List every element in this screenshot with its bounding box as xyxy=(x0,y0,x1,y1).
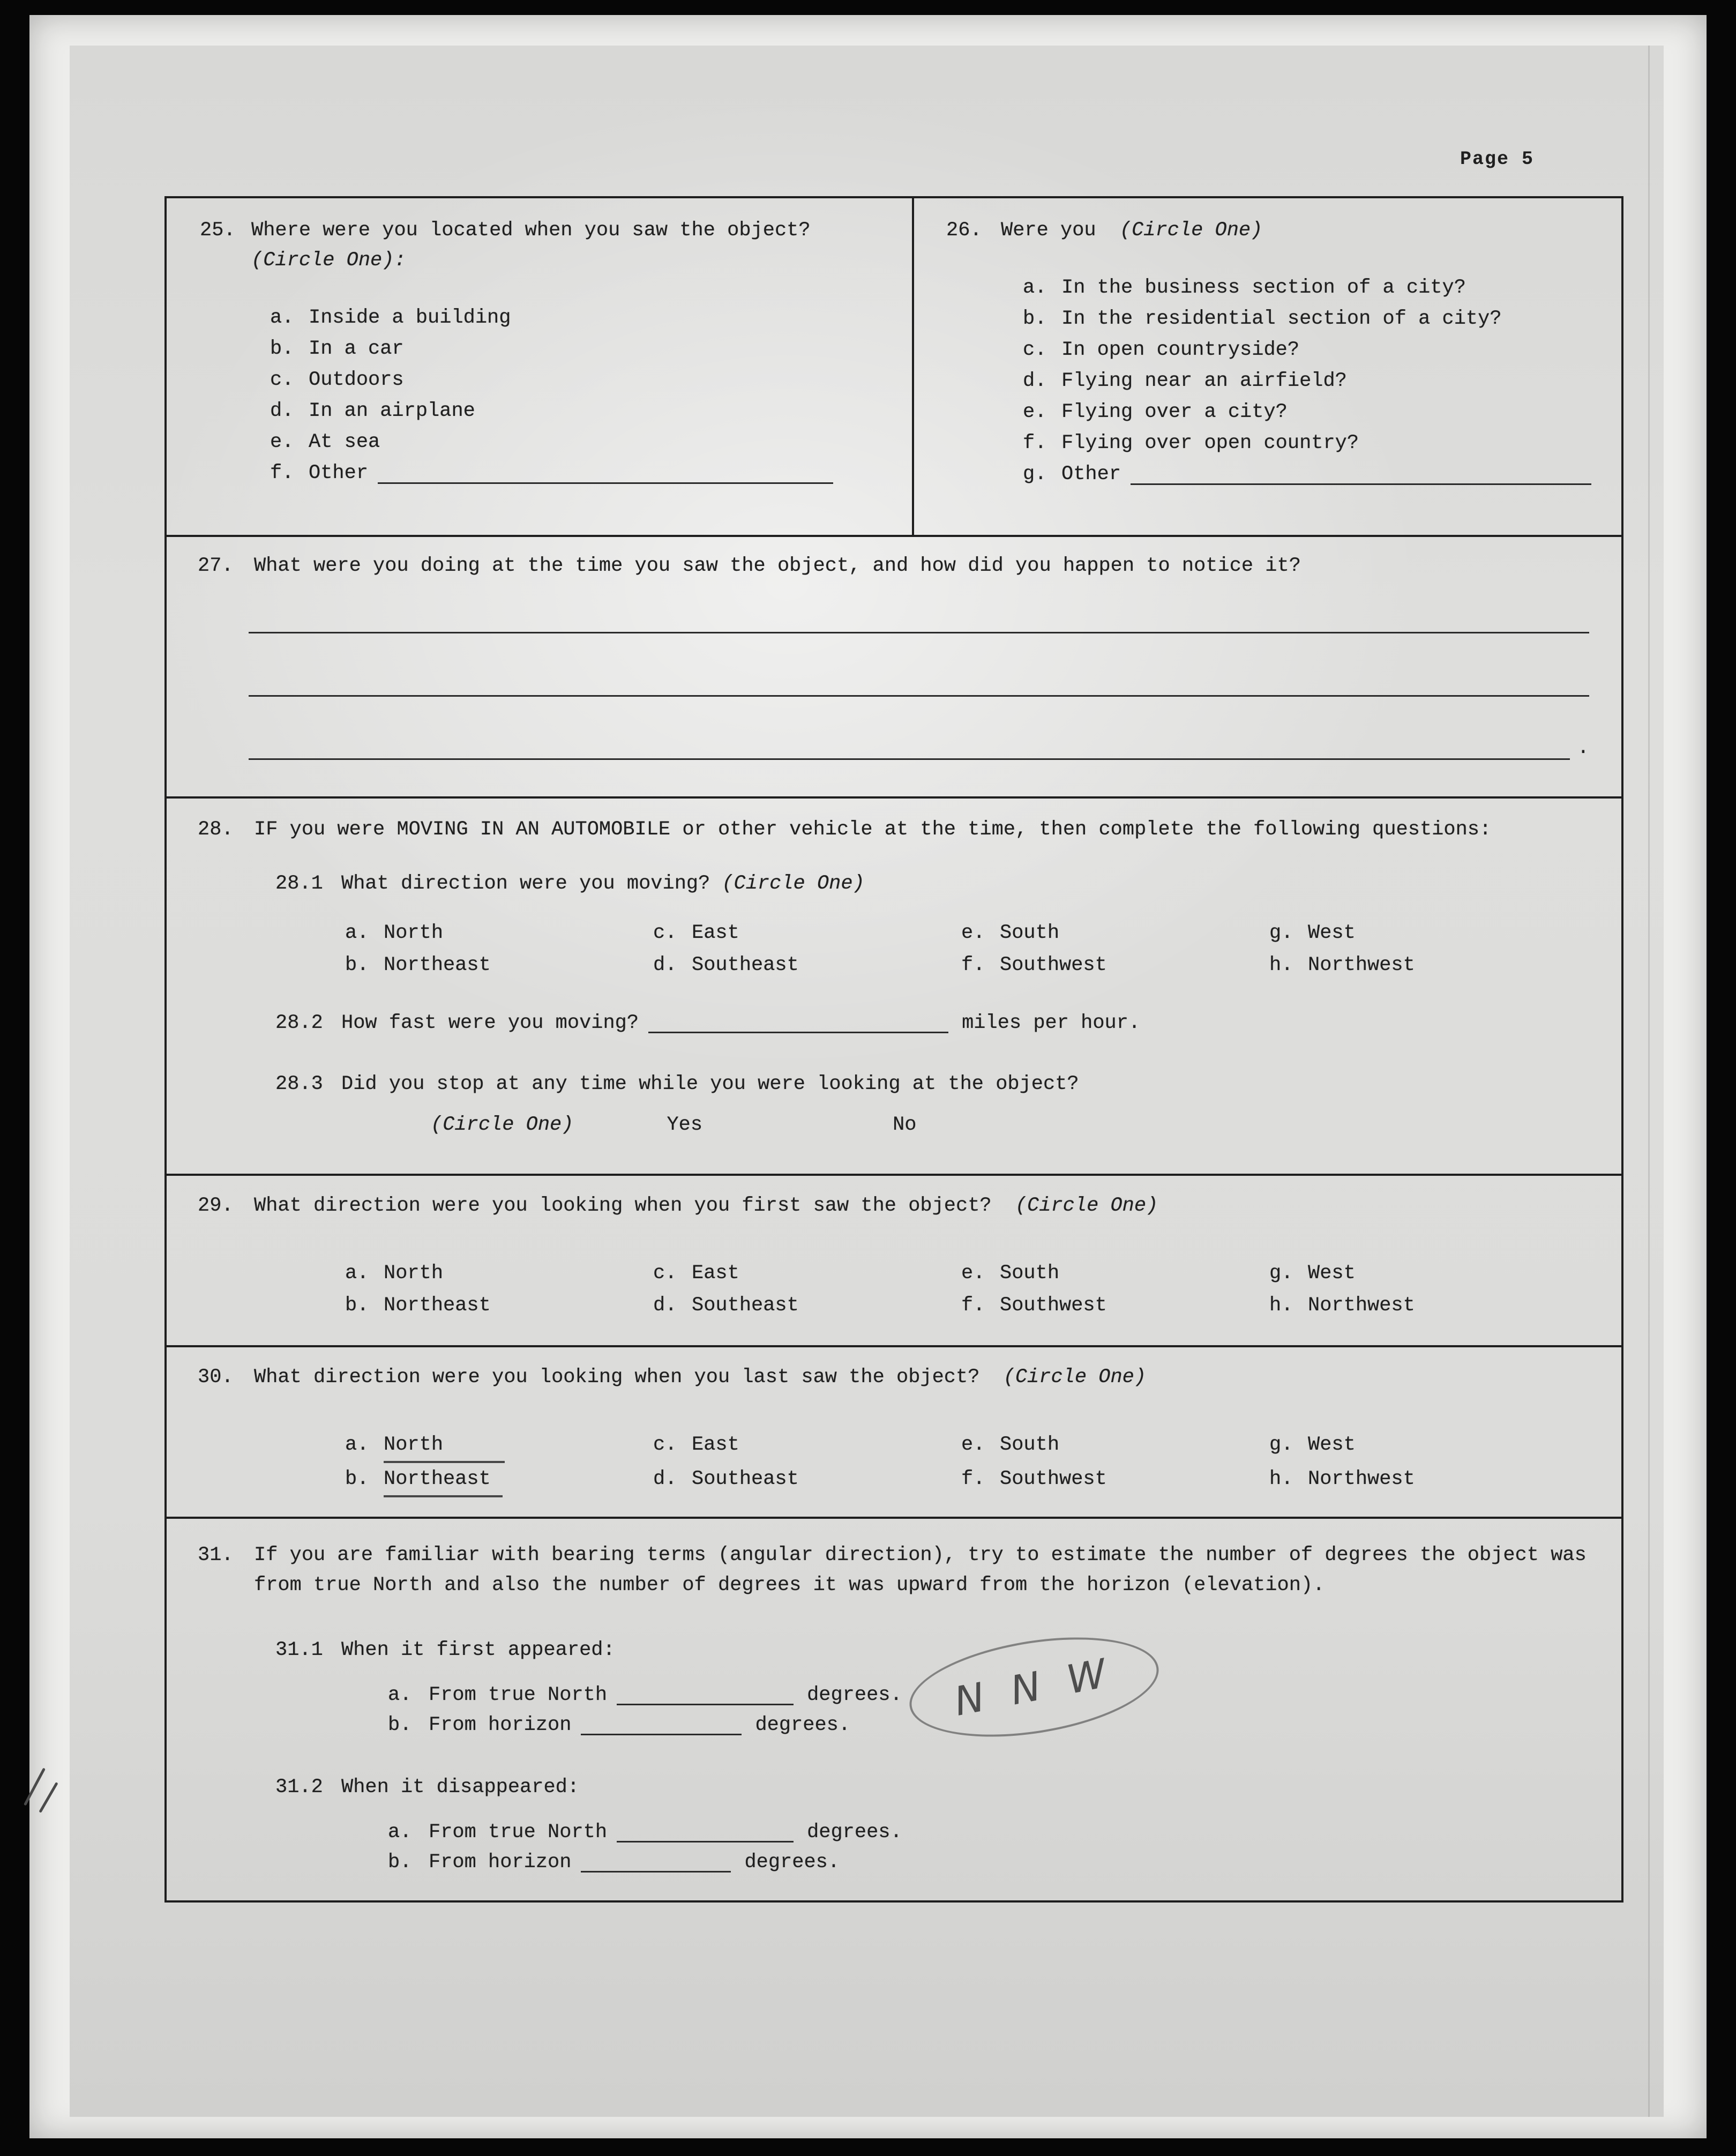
q26-text-block xyxy=(1001,215,1621,245)
option-label: Northwest xyxy=(1308,954,1415,976)
option-letter: e. xyxy=(961,1434,985,1456)
option-letter: d. xyxy=(270,400,294,422)
q31-1-row-a xyxy=(167,1680,1621,1710)
direction-option-g xyxy=(1269,1429,1577,1463)
q25-options xyxy=(270,302,912,489)
option-label: In the residential section of a city? xyxy=(1061,308,1502,330)
option-label: West xyxy=(1308,1262,1356,1285)
option-letter: b. xyxy=(345,1294,369,1317)
degrees-label: degrees. xyxy=(807,1684,902,1706)
option-label: Outdoors xyxy=(309,369,404,391)
option-letter: a. xyxy=(345,1434,369,1456)
q30-question-text: What direction were you looking when you last saw the object? xyxy=(254,1366,980,1389)
option-label: In the business section of a city? xyxy=(1061,277,1466,299)
q31-2-rows xyxy=(167,1817,1621,1877)
q28-3-text: Did you stop at any time while you were looking at the object? xyxy=(341,1073,1079,1095)
q26-other-blank-line xyxy=(1131,479,1591,485)
option-letter: b. xyxy=(388,1851,412,1874)
option-letter: e. xyxy=(270,431,294,453)
paper-page xyxy=(70,46,1664,2117)
option-letter: c. xyxy=(1023,339,1047,361)
q29-circle-instruction: (Circle One) xyxy=(1015,1195,1158,1217)
direction-option-f xyxy=(961,1463,1269,1497)
option-letter: b. xyxy=(1023,308,1047,330)
direction-option-c xyxy=(653,1257,961,1289)
q28-question-text: IF you were MOVING IN AN AUTOMOBILE or other vehicle at the time, then complete the following questions: xyxy=(254,818,1492,841)
option-label: Northeast xyxy=(384,954,491,976)
q31-question-text-line1: If you are familiar with bearing terms (angular direction), try to estimate the number of degrees the object was xyxy=(254,1544,1587,1566)
q26-option-f xyxy=(1023,428,1621,459)
option-letter: f. xyxy=(270,462,294,484)
option-letter: h. xyxy=(1269,1294,1293,1317)
degrees-label: degrees. xyxy=(744,1851,840,1874)
q31-2-row-a xyxy=(167,1817,1621,1847)
q25-circle-instruction: (Circle One): xyxy=(251,249,406,272)
q31-number: 31. xyxy=(198,1544,234,1566)
option-letter: b. xyxy=(345,1468,369,1490)
section-q25-q26 xyxy=(167,198,1621,535)
direction-option-a-underlined xyxy=(345,1429,653,1463)
q25-option-c xyxy=(270,364,912,396)
direction-option-a xyxy=(345,917,653,949)
direction-option-e xyxy=(961,1429,1269,1463)
option-label: West xyxy=(1308,1434,1356,1456)
option-letter: b. xyxy=(345,954,369,976)
direction-option-e xyxy=(961,917,1269,949)
q30-circle-instruction: (Circle One) xyxy=(1003,1366,1147,1389)
q30-direction-options xyxy=(345,1429,1621,1497)
q31-1-number: 31.1 xyxy=(275,1639,323,1661)
option-label: Southwest xyxy=(1000,954,1107,976)
q28-3-yes-option: Yes xyxy=(667,1114,703,1136)
option-label: In an airplane xyxy=(309,400,475,422)
option-label: Northwest xyxy=(1308,1294,1415,1317)
option-letter: g. xyxy=(1269,922,1293,944)
q27-answer-lines xyxy=(249,581,1589,760)
option-letter: d. xyxy=(1023,370,1047,392)
q29-question-text: What direction were you looking when you first saw the object? xyxy=(254,1195,992,1217)
option-letter: f. xyxy=(1023,432,1047,454)
option-label-hand-underlined: Northeast xyxy=(384,1463,503,1497)
q31-2-true-north-blank-line xyxy=(617,1837,794,1842)
q28-3-number: 28.3 xyxy=(275,1073,323,1095)
q31-1-text: When it first appeared: xyxy=(341,1639,615,1661)
option-label: Inside a building xyxy=(309,307,511,329)
option-letter: c. xyxy=(653,1434,677,1456)
option-label: In a car xyxy=(309,338,404,360)
q28-2-text: How fast were you moving? xyxy=(341,1012,639,1034)
q25-option-b xyxy=(270,333,912,364)
q31-1-row-b xyxy=(167,1710,1621,1740)
option-label: Flying over a city? xyxy=(1061,401,1288,423)
q28-2-speed-blank-line xyxy=(648,1027,948,1033)
option-label: Southwest xyxy=(1000,1468,1107,1490)
q27-answer-line-3 xyxy=(249,697,1570,760)
option-letter: h. xyxy=(1269,1468,1293,1490)
q26-option-d xyxy=(1023,365,1621,397)
question-30 xyxy=(167,1345,1621,1517)
q29-text-block xyxy=(254,1191,1621,1221)
direction-option-g xyxy=(1269,917,1577,949)
option-letter: a. xyxy=(388,1684,412,1706)
q25-option-d xyxy=(270,396,912,427)
q28-number: 28. xyxy=(198,818,234,841)
option-letter: g. xyxy=(1269,1434,1293,1456)
option-label: West xyxy=(1308,922,1356,944)
option-letter: e. xyxy=(961,1262,985,1285)
q26-number: 26. xyxy=(946,219,982,242)
question-27 xyxy=(167,535,1621,796)
option-letter: d. xyxy=(653,954,677,976)
direction-option-b xyxy=(345,1289,653,1322)
direction-option-b-underlined xyxy=(345,1463,653,1497)
option-label: North xyxy=(384,1262,444,1285)
direction-option-h xyxy=(1269,1463,1577,1497)
q28-question-line xyxy=(167,815,1621,845)
q31-2-row-b xyxy=(167,1847,1621,1877)
option-letter: a. xyxy=(345,922,369,944)
degrees-label: degrees. xyxy=(807,1821,902,1844)
option-label: Northwest xyxy=(1308,1468,1415,1490)
question-25 xyxy=(167,198,914,535)
q29-question-line xyxy=(167,1191,1621,1221)
option-letter: a. xyxy=(1023,277,1047,299)
option-letter: g. xyxy=(1023,463,1047,486)
option-label-hand-underlined: North xyxy=(384,1429,505,1463)
q28-1-circle-instruction: (Circle One) xyxy=(722,872,865,895)
direction-option-c xyxy=(653,1429,961,1463)
option-label: Southeast xyxy=(692,954,799,976)
option-label: Other xyxy=(1061,463,1121,486)
handwritten-nnw-text: N N W xyxy=(951,1649,1118,1725)
option-label: Flying near an airfield? xyxy=(1061,370,1347,392)
q28-3-no-option: No xyxy=(893,1114,917,1136)
questionnaire-form xyxy=(164,196,1623,1903)
q29-number: 29. xyxy=(198,1195,234,1217)
option-label: South xyxy=(1000,1262,1060,1285)
q27-answer-line-1 xyxy=(249,581,1589,633)
option-label: Northeast xyxy=(384,1294,491,1317)
q31-text-block xyxy=(254,1540,1621,1600)
q31-2-number: 31.2 xyxy=(275,1776,323,1799)
q26-option-b xyxy=(1023,303,1621,334)
option-letter: d. xyxy=(653,1468,677,1490)
q26-circle-instruction: (Circle One) xyxy=(1119,219,1263,242)
question-31-1 xyxy=(167,1635,1621,1665)
degrees-label: degrees. xyxy=(755,1714,851,1736)
q27-answer-line-3-row xyxy=(249,697,1589,760)
q26-question-text: Were you xyxy=(1001,219,1096,242)
direction-option-f xyxy=(961,949,1269,981)
direction-option-d xyxy=(653,1289,961,1322)
page-number: Page 5 xyxy=(1460,148,1535,170)
q26-question-line xyxy=(914,215,1621,245)
q28-1-text: What direction were you moving? xyxy=(341,872,710,895)
option-label: South xyxy=(1000,1434,1060,1456)
option-letter: a. xyxy=(388,1821,412,1844)
option-label: North xyxy=(384,922,444,944)
option-label: South xyxy=(1000,922,1060,944)
q25-text-block xyxy=(251,215,912,275)
q30-number: 30. xyxy=(198,1366,234,1389)
q27-question-line xyxy=(167,551,1621,581)
question-31-2 xyxy=(167,1772,1621,1802)
q31-2-from-true-north-label: From true North xyxy=(429,1821,608,1844)
q27-question-text: What were you doing at the time you saw the object, and how did you happen to notice it? xyxy=(254,555,1301,577)
option-letter: c. xyxy=(653,1262,677,1285)
q31-1-from-horizon-label: From horizon xyxy=(429,1714,572,1736)
question-26 xyxy=(914,198,1621,535)
direction-option-h xyxy=(1269,949,1577,981)
q27-answer-line-2 xyxy=(249,633,1589,697)
q31-1-rows xyxy=(167,1680,1621,1740)
direction-option-f xyxy=(961,1289,1269,1322)
option-letter: b. xyxy=(270,338,294,360)
q31-2-text: When it disappeared: xyxy=(341,1776,580,1799)
q31-1-from-true-north-label: From true North xyxy=(429,1684,608,1706)
option-label: Flying over open country? xyxy=(1061,432,1359,454)
option-label: In open countryside? xyxy=(1061,339,1300,361)
q25-option-f-other xyxy=(270,458,912,489)
question-28 xyxy=(167,796,1621,1174)
option-label: East xyxy=(692,1262,739,1285)
direction-option-e xyxy=(961,1257,1269,1289)
q31-2-horizon-blank-line xyxy=(581,1867,731,1872)
q29-direction-options xyxy=(345,1257,1621,1322)
q31-2-from-horizon-label: From horizon xyxy=(429,1851,572,1874)
q30-text-block xyxy=(254,1362,1621,1392)
question-31 xyxy=(167,1517,1621,1900)
option-label: East xyxy=(692,1434,739,1456)
paper-crease xyxy=(1648,46,1650,2117)
option-label: Southwest xyxy=(1000,1294,1107,1317)
q26-option-c xyxy=(1023,334,1621,365)
q28-direction-options xyxy=(345,917,1621,981)
direction-option-d xyxy=(653,949,961,981)
option-letter: a. xyxy=(345,1262,369,1285)
q27-number: 27. xyxy=(198,555,234,577)
direction-option-c xyxy=(653,917,961,949)
q28-3-answer-row xyxy=(167,1110,1621,1140)
q31-question-text-line2: from true North and also the number of degrees it was upward from the horizon (elevation). xyxy=(254,1574,1325,1597)
question-28-2 xyxy=(167,1008,1621,1038)
option-letter: b. xyxy=(388,1714,412,1736)
q25-number: 25. xyxy=(200,219,236,242)
option-letter: c. xyxy=(270,369,294,391)
q31-1-horizon-blank-line xyxy=(581,1729,742,1735)
q30-question-line xyxy=(167,1362,1621,1392)
option-label: Other xyxy=(309,462,369,484)
option-letter: g. xyxy=(1269,1262,1293,1285)
option-letter: f. xyxy=(961,1468,985,1490)
q28-2-number: 28.2 xyxy=(275,1012,323,1034)
direction-option-d xyxy=(653,1463,961,1497)
option-label: At sea xyxy=(309,431,380,453)
option-letter: e. xyxy=(1023,401,1047,423)
q26-option-g-other xyxy=(1023,459,1621,490)
q25-question-text: Where were you located when you saw the object? xyxy=(251,219,811,242)
q26-options xyxy=(1023,272,1621,490)
q25-question-line xyxy=(167,215,912,275)
q31-question-line xyxy=(167,1540,1621,1600)
q26-option-e xyxy=(1023,397,1621,428)
direction-option-g xyxy=(1269,1257,1577,1289)
direction-option-a xyxy=(345,1257,653,1289)
question-28-3 xyxy=(167,1069,1621,1099)
option-letter: e. xyxy=(961,922,985,944)
q28-2-suffix: miles per hour. xyxy=(962,1012,1141,1034)
q26-option-a xyxy=(1023,272,1621,303)
option-label: Southeast xyxy=(692,1468,799,1490)
option-letter: h. xyxy=(1269,954,1293,976)
option-label: East xyxy=(692,922,739,944)
q25-option-a xyxy=(270,302,912,333)
option-letter: a. xyxy=(270,307,294,329)
option-letter: f. xyxy=(961,954,985,976)
question-28-1 xyxy=(167,869,1621,899)
option-letter: d. xyxy=(653,1294,677,1317)
question-29 xyxy=(167,1174,1621,1345)
q31-1-true-north-blank-line xyxy=(617,1699,794,1705)
q27-trailing-period: . xyxy=(1577,737,1589,759)
q25-other-blank-line xyxy=(378,478,833,484)
q25-option-e xyxy=(270,427,912,458)
direction-option-h xyxy=(1269,1289,1577,1322)
q28-1-number: 28.1 xyxy=(275,872,323,895)
option-label: Southeast xyxy=(692,1294,799,1317)
q28-3-circle-instruction: (Circle One) xyxy=(431,1114,574,1136)
option-letter: f. xyxy=(961,1294,985,1317)
option-letter: c. xyxy=(653,922,677,944)
direction-option-b xyxy=(345,949,653,981)
